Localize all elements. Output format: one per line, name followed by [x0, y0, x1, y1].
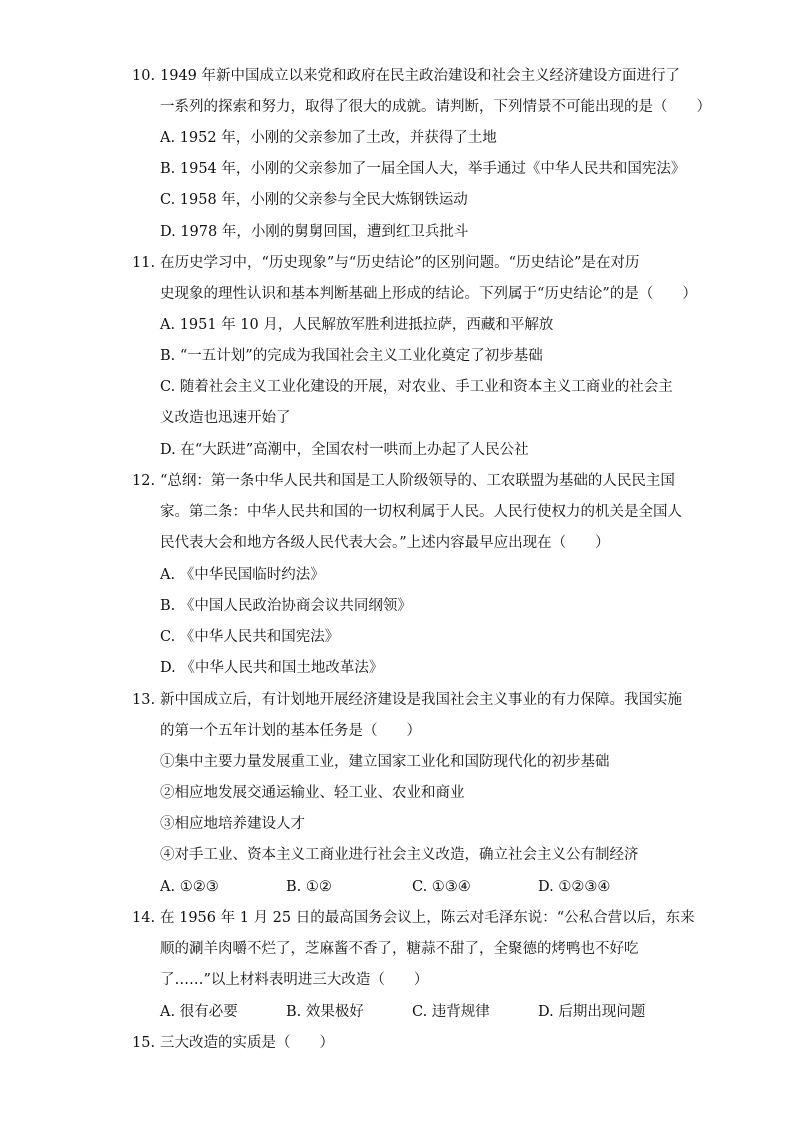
option-d: D. 在“大跃进”高潮中，全国农村一哄而上办起了人民公社 [160, 442, 529, 458]
option-a: A. 《中华民国临时约法》 [160, 567, 325, 583]
question-stem-line: 在历史学习中，“历史现象”与“历史结论”的区别问题。“历史结论”是在对历 [160, 255, 640, 271]
question-stem-line: 新中国成立后，有计划地开展经济建设是我国社会主义事业的有力保障。我国实施 [160, 692, 682, 708]
option-a: A. 1951 年 10 月，人民解放军胜利进抵拉萨，西藏和平解放 [160, 317, 554, 333]
option-b: B. 1954 年，小刚的父亲参加了一届全国人大，举手通过《中华人民共和国宪法》 [160, 161, 686, 177]
statement-2: ②相应地发展交通运输业、轻工业、农业和商业 [160, 785, 465, 801]
question-number: 15. [132, 1035, 156, 1051]
option-c-continued: 义改造也迅速开始了 [160, 410, 291, 426]
statement-3: ③相应地培养建设人才 [160, 816, 305, 832]
question-number: 10. [132, 68, 156, 84]
option-b: B. ①② [286, 879, 332, 895]
question-stem-line: 的第一个五年计划的基本任务是（ ） [160, 723, 421, 739]
option-d: D. 后期出现问题 [538, 1004, 646, 1020]
question-stem-line: 家。第二条：中华人民共和国的一切权利属于人民。人民行使权力的机关是全国人 [160, 504, 682, 520]
question-stem-line: 顺的涮羊肉嚼不烂了，芝麻酱不香了，糖蒜不甜了，全聚德的烤鸭也不好吃 [160, 941, 639, 957]
question-stem-line: 1949 年新中国成立以来党和政府在民主政治建设和社会主义经济建设方面进行了 [160, 68, 681, 84]
question-stem-line: “总纲：第一条中华人民共和国是工人阶级领导的、工农联盟为基础的人民民主国 [160, 473, 675, 489]
option-d: D. 《中华人民共和国土地改革法》 [160, 660, 384, 676]
option-a: A. 1952 年，小刚的父亲参加了土改，并获得了土地 [160, 130, 497, 146]
option-b: B. “一五计划”的完成为我国社会主义工业化奠定了初步基础 [160, 348, 543, 364]
question-number: 11. [132, 255, 156, 271]
statement-1: ①集中主要力量发展重工业，建立国家工业化和国防现代化的初步基础 [160, 754, 610, 770]
question-stem-line: 一系列的探索和努力，取得了很大的成就。请判断，下列情景不可能出现的是（ ） [160, 99, 711, 115]
question-stem-line: 史现象的理性认识和基本判断基础上形成的结论。下列属于“历史结论”的是（ ） [160, 286, 697, 302]
statement-4: ④对手工业、资本主义工商业进行社会主义改造，确立社会主义公有制经济 [160, 847, 639, 863]
option-d: D. ①②③④ [538, 879, 611, 895]
option-c: C. 1958 年，小刚的父亲参与全民大炼钢铁运动 [160, 192, 468, 208]
question-stem-line: 民代表大会和地方各级人民代表大会。”上述内容最早应出现在（ ） [160, 535, 610, 551]
question-stem-line: 在 1956 年 1 月 25 日的最高国务会议上，陈云对毛泽东说：“公私合营以后，东来 [160, 910, 695, 926]
option-c: C. 随着社会主义工业化建设的开展，对农业、手工业和资本主义工商业的社会主 [160, 379, 673, 395]
question-stem-line: 了……”以上材料表明进三大改造（ ） [160, 972, 429, 988]
question-number: 14. [132, 910, 156, 926]
option-a: A. ①②③ [160, 879, 219, 895]
option-a: A. 很有必要 [160, 1004, 238, 1020]
option-c: C. 违背规律 [412, 1004, 490, 1020]
question-number: 13. [132, 692, 156, 708]
option-b: B. 《中国人民政治协商会议共同纲领》 [160, 598, 412, 614]
option-b: B. 效果极好 [286, 1004, 364, 1020]
question-number: 12. [132, 473, 156, 489]
question-stem-line: 三大改造的实质是（ ） [160, 1035, 334, 1051]
option-c: C. ①③④ [412, 879, 471, 895]
option-c: C. 《中华人民共和国宪法》 [160, 629, 340, 645]
option-d: D. 1978 年，小刚的舅舅回国，遭到红卫兵批斗 [160, 224, 469, 240]
